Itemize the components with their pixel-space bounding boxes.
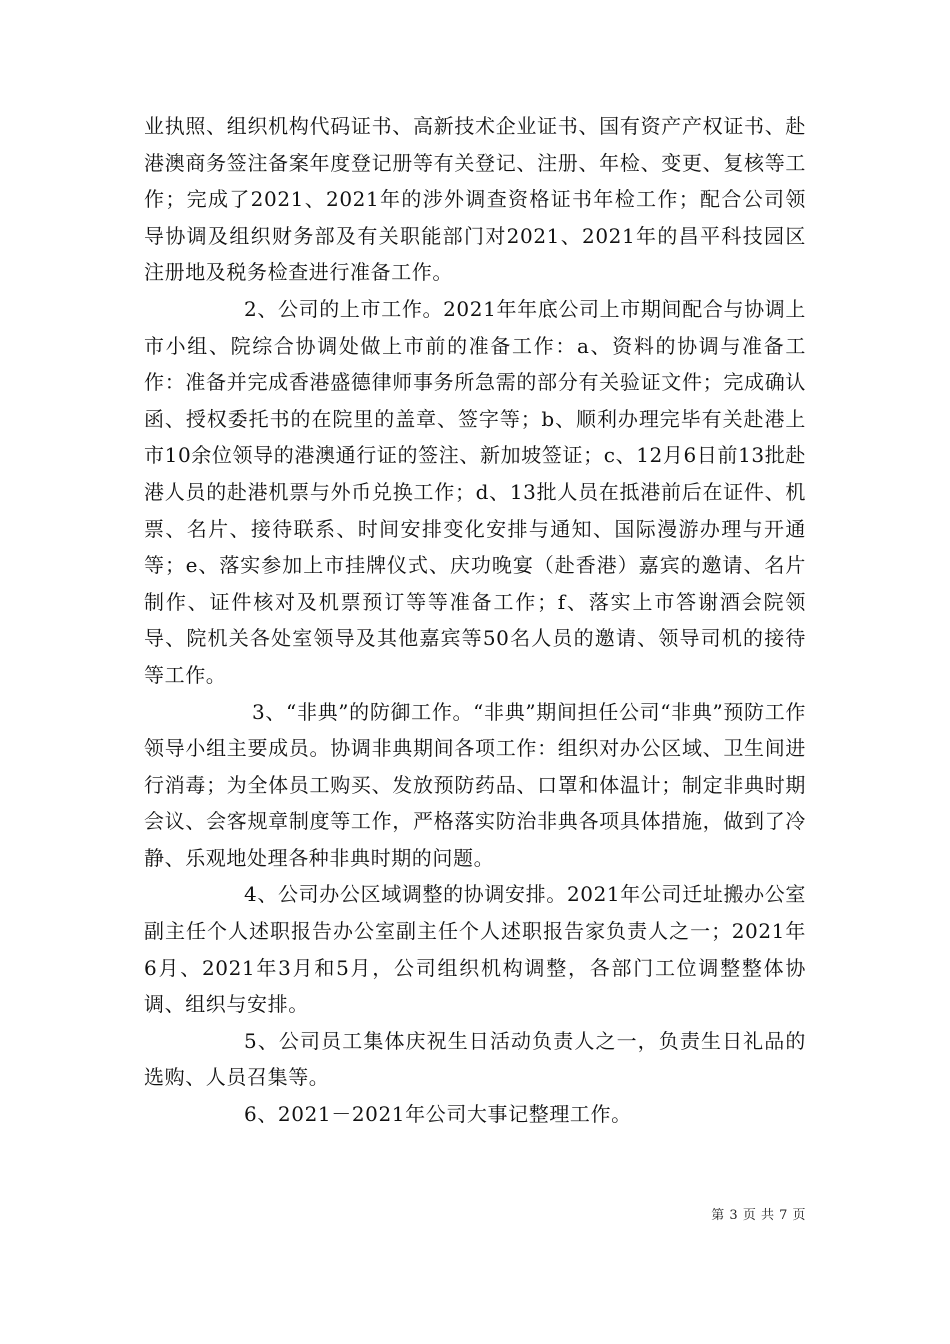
paragraph-sars-prevention: 3、“非典”的防御工作。“非典”期间担任公司“非典”预防工作领导小组主要成员。协调非典期间各项工作：组织对办公区域、卫生间进行消毒；为全体员工购买、发放预防药品、口罩和体温计；制定非典时期会议、会客规章制度等工作，严格落实防治非典各项具体措施，做到了冷静、乐观地处理各种非典时期的问题。 bbox=[144, 699, 806, 870]
page-number-footer: 第 3 页 共 7 页 bbox=[711, 1208, 806, 1223]
paragraph-office-relocation: 4、公司办公区域调整的协调安排。2021年公司迁址搬办公室副主任个人述职报告办公室副主任个人述职报告家负责人之一；2021年6月、2021年3月和5月，公司组织机构调整，各部门工位调整整体协调、组织与安排。 bbox=[144, 882, 806, 1017]
paragraph-listing-work: 2、公司的上市工作。2021年年底公司上市期间配合与协调上市小组、院综合协调处做上市前的准备工作：a、资料的协调与准备工作：准备并完成香港盛德律师事务所急需的部分有关验证文件；完成确认函、授权委托书的在院里的盖章、签字等；b、顺利办理完毕有关赴港上市10余位领导的港澳通行证的签注、新加坡签证；c、12月6日前13批赴港人员的赴港机票与外币兑换工作；d、13批人员在抵港前后在证件、机票、名片、接待联系、时间安排变化安排与通知、国际漫游办理与开通等；e、落实参加上市挂牌仪式、庆功晚宴（赴香港）嘉宾的邀请、名片制作、证件核对及机票预订等等准备工作；f、落实上市答谢酒会院领导、院机关各处室领导及其他嘉宾等50名人员的邀请、领导司机的接待等工作。 bbox=[144, 296, 806, 687]
paragraph-chronicle: 6、2021－2021年公司大事记整理工作。 bbox=[244, 1102, 632, 1127]
paragraph-birthday-event: 5、公司员工集体庆祝生日活动负责人之一，负责生日礼品的选购、人员召集等。 bbox=[144, 1028, 806, 1090]
paragraph-continuation: 业执照、组织机构代码证书、高新技术企业证书、国有资产产权证书、赴港澳商务签注备案年度登记册等有关登记、注册、年检、变更、复核等工作；完成了2021、2021年的涉外调查资格证书年检工作；配合公司领导协调及组织财务部及有关职能部门对2021、2021年的昌平科技园区注册地及税务检查进行准备工作。 bbox=[144, 114, 806, 285]
document-body bbox=[144, 108, 806, 1133]
